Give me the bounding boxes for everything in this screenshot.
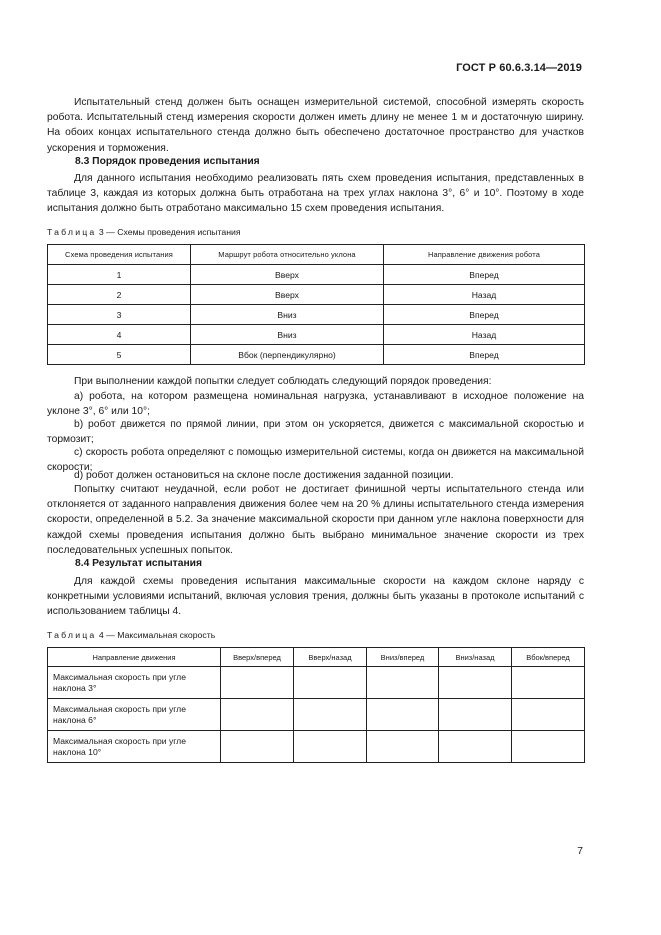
table-row — [48, 731, 585, 763]
table-cell: Вниз — [191, 325, 384, 345]
table-cell: Назад — [384, 325, 585, 345]
table-cell: Вперед — [384, 345, 585, 365]
table-3-header-cell: Направление движения робота — [384, 245, 585, 265]
empty-table-cell — [367, 731, 439, 763]
table-row-label: Максимальная скорость при угле наклона 6° — [48, 699, 221, 731]
empty-table-cell — [512, 731, 585, 763]
table-3-header-row — [48, 245, 585, 265]
table-row — [48, 285, 585, 305]
table-3-header-cell: Маршрут робота относительно уклона — [191, 245, 384, 265]
empty-table-cell — [439, 731, 512, 763]
empty-table-cell — [221, 731, 294, 763]
section-8-4-heading: 8.4 Результат испытания — [75, 558, 203, 569]
empty-table-cell — [294, 731, 367, 763]
table-4-caption-text: 4 — Максимальная скорость — [96, 630, 216, 640]
section-8-3-paragraph: Для данного испытания необходимо реализовать пять схем проведения испытания, представленных в таблице 3, каждая из которых должна быть отработана на трех углах наклона 3°, 6° и 10°. Поэтому в ходе испытания должно быть отработано максимально 15 схем проведения испытания. — [47, 173, 584, 215]
table-4-header-cell: Вбок/вперед — [512, 648, 585, 667]
table-row — [48, 667, 585, 699]
section-8-4-paragraph: Для каждой схемы проведения испытания максимальные скорости на каждом склоне наряду с конкретными условиями испытаний, включая условия трения, должны быть указаны в протоколе испытаний с использованием таблицы 4. — [47, 576, 584, 618]
table-4-header-cell: Вверх/вперед — [221, 648, 294, 667]
procedure-intro: При выполнении каждой попытки следует соблюдать следующий порядок проведения: — [74, 376, 492, 387]
table-row-label: Максимальная скорость при угле наклона 10° — [48, 731, 221, 763]
table-cell: Вперед — [384, 265, 585, 285]
empty-table-cell — [439, 699, 512, 731]
empty-table-cell — [512, 667, 585, 699]
table-3 — [47, 244, 585, 365]
procedure-step-c: c) скорость робота определяют с помощью измерительной системы, когда он движется на максимальной скорости; — [47, 447, 584, 474]
procedure-step-b: b) робот движется по прямой линии, при этом он ускоряется, движется с максимальной скоростью и тормозит; — [47, 419, 584, 446]
table-4-header-cell: Вверх/назад — [294, 648, 367, 667]
table-cell: 5 — [48, 345, 191, 365]
procedure-step-a: a) робота, на котором размещена номинальная нагрузка, устанавливают в исходное положение на уклоне 3°, 6° или 10°; — [47, 391, 584, 418]
table-cell: 4 — [48, 325, 191, 345]
empty-table-cell — [294, 667, 367, 699]
table-4-header-cell: Вниз/вперед — [367, 648, 439, 667]
table-4-header-cell: Вниз/назад — [439, 648, 512, 667]
document-code: ГОСТ Р 60.6.3.14—2019 — [456, 62, 582, 74]
section-8-3-heading: 8.3 Порядок проведения испытания — [75, 156, 260, 167]
table-cell: Вверх — [191, 265, 384, 285]
page-number: 7 — [577, 846, 583, 857]
empty-table-cell — [512, 699, 585, 731]
table-4-header-row — [48, 648, 585, 667]
table-3-caption-text: 3 — Схемы проведения испытания — [96, 227, 241, 237]
procedure-step-d: d) робот должен остановиться на склоне после достижения заданной позиции. — [74, 470, 454, 481]
table-cell: Вверх — [191, 285, 384, 305]
table-cell: Вбок (перпендикулярно) — [191, 345, 384, 365]
table-cell: Вперед — [384, 305, 585, 325]
table-3-caption — [47, 227, 241, 237]
empty-table-cell — [221, 667, 294, 699]
table-row — [48, 345, 585, 365]
table-3-caption-word: Таблица — [47, 227, 97, 237]
empty-table-cell — [367, 667, 439, 699]
table-cell: Назад — [384, 285, 585, 305]
intro-paragraph: Испытательный стенд должен быть оснащен измерительной системой, способной измерять скорость робота. Испытательный стенд измерения скорости должен иметь длину не менее 1 м и достаточную ширину. На обоих концах испытательного стенда должно быть обеспечено достаточное пространство для участков ускорения и торможения. — [47, 97, 584, 154]
table-cell: 1 — [48, 265, 191, 285]
table-cell: 3 — [48, 305, 191, 325]
empty-table-cell — [221, 699, 294, 731]
table-4-caption — [47, 630, 215, 640]
table-4 — [47, 647, 585, 763]
table-cell: 2 — [48, 285, 191, 305]
table-3-header-cell: Схема проведения испытания — [48, 245, 191, 265]
table-row — [48, 305, 585, 325]
table-4-caption-word: Таблица — [47, 630, 97, 640]
table-row — [48, 265, 585, 285]
failure-paragraph: Попытку считают неудачной, если робот не достигает финишной черты испытательного стенда или отклоняется от заданного направления движения более чем на 20 % длины испытательного стенда измерения скорости, определенной в 5.2. За значение максимальной скорости при данном угле наклона поверхности для каждой схемы проведения испытания должно быть выбрано минимальное значение скорости из трех последовательных успешных попыток. — [47, 484, 584, 556]
table-row-label: Максимальная скорость при угле наклона 3° — [48, 667, 221, 699]
empty-table-cell — [294, 699, 367, 731]
table-row — [48, 325, 585, 345]
empty-table-cell — [367, 699, 439, 731]
table-4-header-cell: Направление движения — [48, 648, 221, 667]
table-cell: Вниз — [191, 305, 384, 325]
table-row — [48, 699, 585, 731]
empty-table-cell — [439, 667, 512, 699]
